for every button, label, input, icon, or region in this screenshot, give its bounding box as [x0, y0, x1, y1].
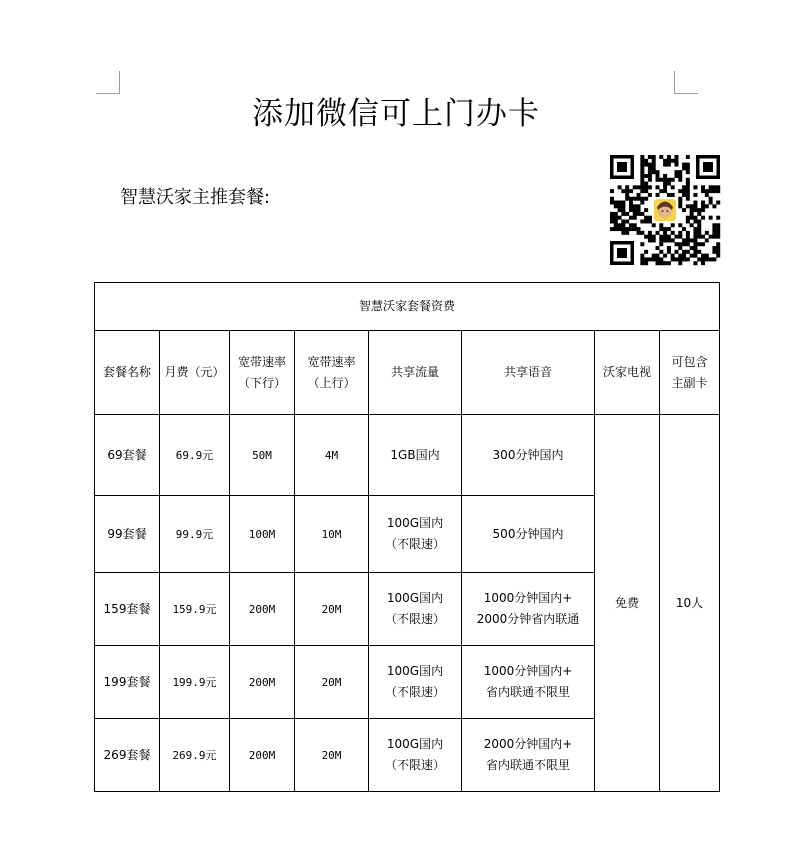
- header-upload-speed: [295, 331, 369, 415]
- cell-shared-voice: [462, 415, 595, 496]
- cell-shared-data: [369, 415, 462, 496]
- cell-shared-data: [369, 646, 462, 719]
- cell-shared-data-line1: 100G国内: [386, 737, 444, 751]
- header-package-name: 套餐名称: [95, 331, 160, 415]
- header-monthly-fee: 月费（元）: [160, 331, 230, 415]
- cell-monthly-fee: 99.9元: [160, 496, 230, 573]
- cell-shared-data: [369, 573, 462, 646]
- cell-package-name: 199套餐: [95, 646, 160, 719]
- cell-shared-data-line2: （不限速）: [384, 537, 445, 551]
- cell-shared-data-line2: （不限速）: [384, 685, 445, 699]
- qr-code-icon: [609, 154, 721, 266]
- table-header-row: [95, 331, 720, 415]
- qr-center-avatar: [652, 197, 678, 223]
- cell-shared-voice-line1: 2000分钟国内+: [483, 737, 573, 751]
- cell-cards-value: 10人: [660, 415, 720, 792]
- qr-finder-top-left: [610, 155, 634, 179]
- cell-download-speed: 50M: [230, 415, 295, 496]
- cell-shared-data: [369, 719, 462, 792]
- qr-finder-bottom-left: [610, 241, 634, 265]
- cell-shared-data: [369, 496, 462, 573]
- cell-shared-data-line1: 100G国内: [386, 664, 444, 678]
- cell-shared-voice: [462, 573, 595, 646]
- cell-shared-data-line1: 100G国内: [386, 591, 444, 605]
- table-caption: 智慧沃家套餐资费: [95, 283, 720, 331]
- pricing-table: [94, 282, 720, 792]
- header-cards: [660, 331, 720, 415]
- header-tv: 沃家电视: [595, 331, 660, 415]
- cell-shared-voice-line1: 1000分钟国内+: [483, 664, 573, 678]
- cell-download-speed: 100M: [230, 496, 295, 573]
- cell-download-speed: 200M: [230, 719, 295, 792]
- cell-shared-voice-line2: 省内联通不限里: [485, 685, 570, 699]
- cell-shared-voice: [462, 496, 595, 573]
- cell-upload-speed: 20M: [295, 719, 369, 792]
- header-upload-line1: 宽带速率: [307, 354, 356, 369]
- qr-finder-top-right: [696, 155, 720, 179]
- cell-upload-speed: 20M: [295, 646, 369, 719]
- cell-tv-value: 免费: [595, 415, 660, 792]
- crop-mark-top-right: [674, 71, 698, 94]
- cell-shared-voice-line1: 300分钟国内: [492, 447, 564, 462]
- cell-shared-voice-line2: 2000分钟省内联通: [476, 612, 580, 626]
- cell-download-speed: 200M: [230, 573, 295, 646]
- cell-shared-data-line1: 1GB国内: [390, 447, 440, 462]
- header-upload-line2: （上行）: [307, 375, 356, 390]
- table-row: [95, 415, 720, 496]
- cell-monthly-fee: 159.9元: [160, 573, 230, 646]
- cell-package-name: 159套餐: [95, 573, 160, 646]
- cell-shared-voice-line1: 1000分钟国内+: [483, 591, 573, 605]
- cell-package-name: 269套餐: [95, 719, 160, 792]
- cell-shared-data-line2: （不限速）: [384, 612, 445, 626]
- cell-package-name: 69套餐: [95, 415, 160, 496]
- crop-mark-top-left: [96, 71, 120, 94]
- header-shared-voice: 共享语音: [462, 331, 595, 415]
- cell-shared-voice: [462, 646, 595, 719]
- header-download-line2: （下行）: [237, 375, 286, 390]
- cell-shared-data-line1: 100G国内: [386, 516, 444, 530]
- header-shared-data: 共享流量: [369, 331, 462, 415]
- cell-package-name: 99套餐: [95, 496, 160, 573]
- header-download-line1: 宽带速率: [237, 354, 286, 369]
- cell-shared-voice: [462, 719, 595, 792]
- cell-monthly-fee: 269.9元: [160, 719, 230, 792]
- cell-upload-speed: 10M: [295, 496, 369, 573]
- cell-upload-speed: 4M: [295, 415, 369, 496]
- header-download-speed: [230, 331, 295, 415]
- cell-shared-data-line2: （不限速）: [384, 758, 445, 772]
- cell-shared-voice-line2: 省内联通不限里: [485, 758, 570, 772]
- cell-monthly-fee: 69.9元: [160, 415, 230, 496]
- cell-upload-speed: 20M: [295, 573, 369, 646]
- cell-monthly-fee: 199.9元: [160, 646, 230, 719]
- page-title: 添加微信可上门办卡: [252, 96, 540, 132]
- header-cards-line1: 可包含: [671, 354, 708, 369]
- section-subtitle: 智慧沃家主推套餐:: [120, 187, 271, 208]
- cell-download-speed: 200M: [230, 646, 295, 719]
- header-cards-line2: 主副卡: [671, 375, 708, 390]
- cell-shared-voice-line1: 500分钟国内: [492, 526, 564, 541]
